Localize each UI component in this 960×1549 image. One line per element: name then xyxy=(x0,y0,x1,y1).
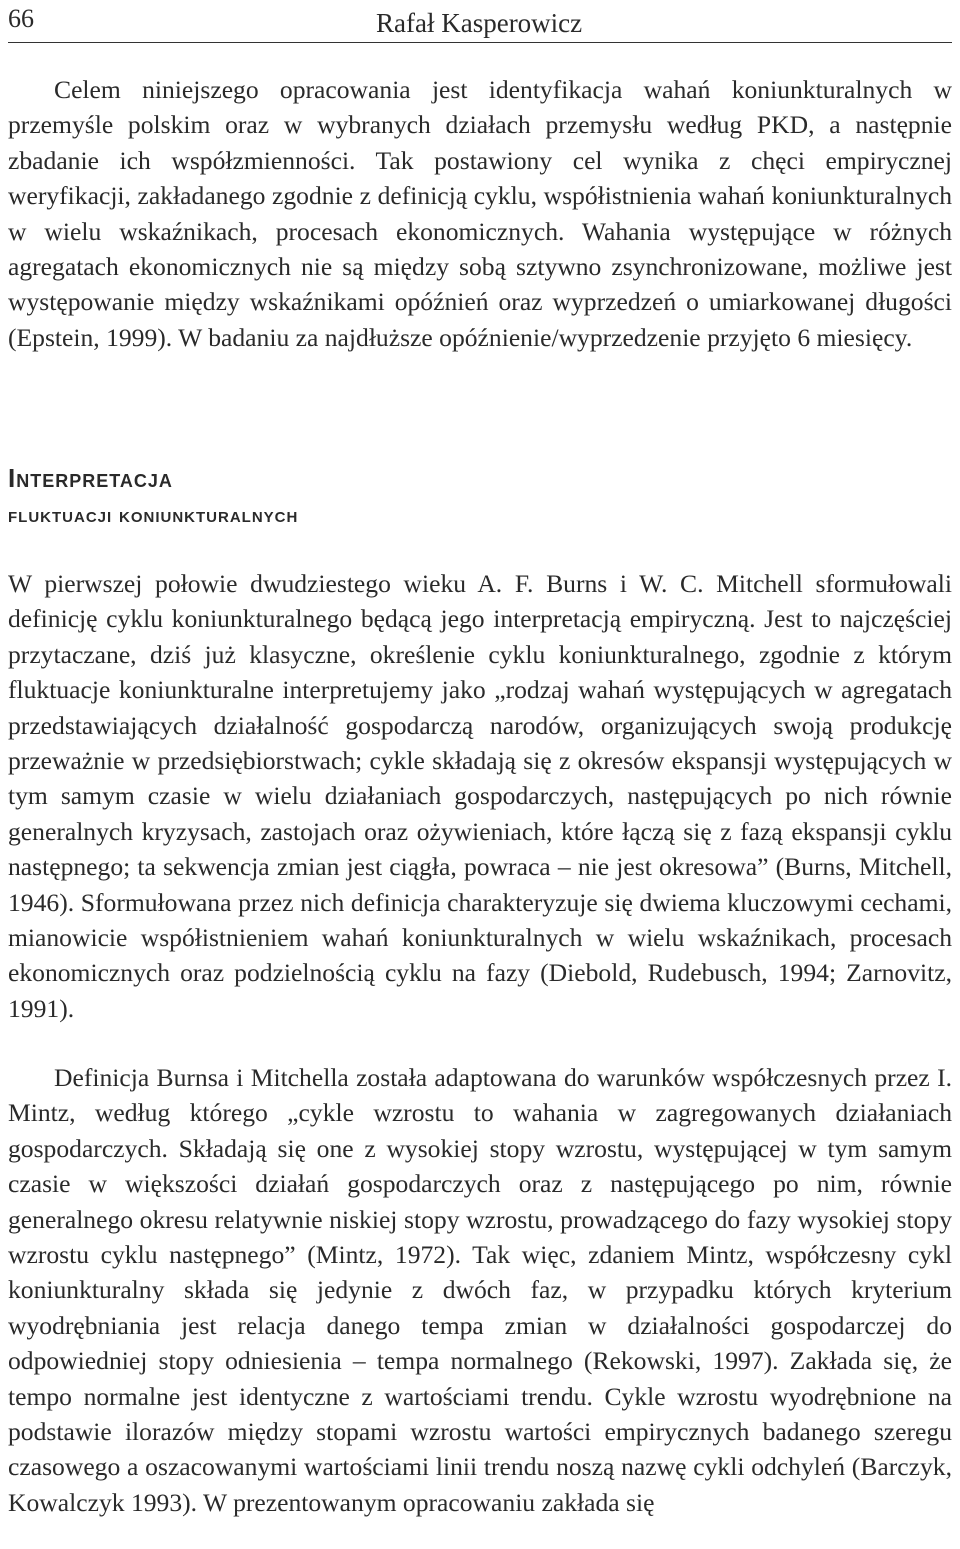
paragraph-intro: Celem niniejszego opracowania jest identyfikacja wahań koniunkturalnych w przemyśle polskim oraz w wybranych działach przemysłu według PKD, a następnie zbadanie ich współzmienności. Tak postawiony cel wynika z chęci empirycznej weryfikacji, zakładanego zgodnie z definicją cyklu, współistnienia wahań koniunkturalnych w wielu wskaźnikach, procesach ekonomicznych. Wahania występujące w różnych agregatach ekonomicznych nie są między sobą sztywno zsynchronizowane, możliwe jest występowanie między wskaźnikami opóźnień oraz wyprzedzeń o umiarkowanej długości (Epstein, 1999). W badaniu za najdłuższe opóźnienie/wyprzedzenie przyjęto 6 miesięcy. xyxy=(8,75,952,352)
section-heading-line2: fluktuacji koniunkturalnych xyxy=(8,504,299,527)
paragraph-mintz: Definicja Burnsa i Mitchella została adaptowana do warunków współczesnych przez I. Mintz, według którego „cykle wzrostu to wahania w zagregowanych działaniach gospodarczych. Składają się one z wysokiej stopy wzrostu, występującej w tym samym czasie w większości działań gospodarczych oraz z następującego po nim, równie generalnego okresu relatywnie niskiej stopy wzrostu, prowadzącego do fazy wysokiej stopy wzrostu cyklu następnego” (Mintz, 1972). Tak więc, zdaniem Mintz, współczesny cykl koniunkturalny składa się jedynie z dwóch faz, w przypadku których kryterium wyodrębniania jest relacja danego tempa zmian w działalności gospodarczej do odpowiedniej stopy odniesienia – tempa normalnego (Rekowski, 1997). Zakłada się, że tempo normalne jest identyczne z wartościami trendu. Cykle wzrostu wyodrębnione na podstawie ilorazów między stopami wzrostu wartości empirycznych badanego szeregu czasowego a oszacowanymi wartościami linii trendu noszą nazwę cykli odchyleń (Barczyk, Kowalczyk 1993). W prezentowanym opracowaniu zakłada się xyxy=(8,1063,952,1517)
running-title: Rafał Kasperowicz xyxy=(376,8,583,38)
page-header xyxy=(8,0,952,44)
header-rule xyxy=(8,42,952,43)
page-number: 66 xyxy=(8,4,34,33)
section-heading-line1: Interpretacja xyxy=(8,463,173,493)
section-heading xyxy=(8,458,298,534)
paragraph-burns-mitchell: W pierwszej połowie dwudziestego wieku A. F. Burns i W. C. Mitchell sformułowali definicję cyklu koniunkturalnego będącą jego interpretacją empiryczną. Jest to najczęściej przytaczane, dziś już klasyczne, określenie cyklu koniunkturalnego, zgodnie z którym fluktuacje koniunkturalne interpretujemy jako „rodzaj wahań występujących w agregatach przedstawiających działalność gospodarczą narodów, organizujących swoją produkcję przeważnie w przedsiębiorstwach; cykle składają się z okresów ekspansji występujących w tym samym czasie w wielu działaniach gospodarczych, następujących po nich równie generalnych kryzysach, zastojach oraz ożywieniach, które łączą się z fazą ekspansji cyklu następnego; ta sekwencja zmian jest ciągła, powraca – nie jest okresowa” (Burns, Mitchell, 1946). Sformułowana przez nich definicja charakteryzuje się dwiema kluczowymi cechami, mianowicie współistnieniem wahań koniunkturalnych w wielu wskaźnikach, procesach ekonomicznych oraz podzielnością cyklu na fazy (Diebold, Rudebusch, 1994; Zarnovitz, 1991). xyxy=(8,569,952,1023)
